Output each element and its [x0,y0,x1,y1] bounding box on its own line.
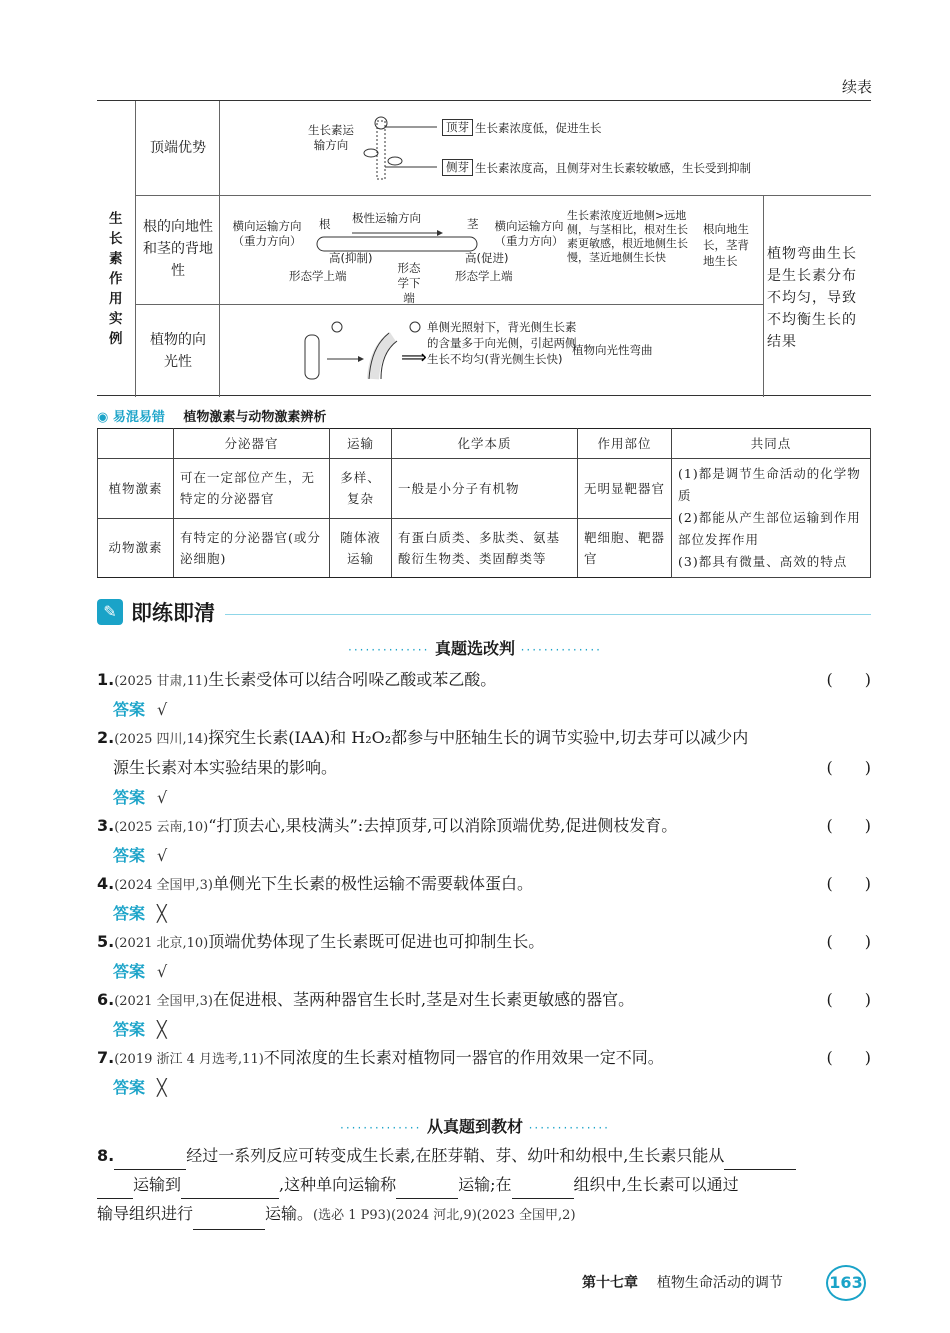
pencil-icon: ✎ [97,599,123,625]
th-organ: 分泌器官 [174,429,330,459]
morph-bottom: 形态学下端 [397,261,421,305]
transport-direction-label: 生长素运输方向 [308,123,354,152]
footer-title: 植物生命活动的调节 [656,1275,783,1291]
apical-bud-box: 顶芽 [442,119,473,136]
plant-name: 植物激素 [98,459,174,519]
blank-3[interactable] [181,1179,279,1199]
common-2: (2)都能从产生部位运输到作用部位发挥作用 [678,510,861,547]
animal-site: 靶细胞、靶器官 [578,518,672,578]
phototropism-result: 植物向光性弯曲 [572,343,653,357]
apical-bud-text: 生长素浓度低，促进生长 [475,121,602,135]
side-label: 生长素作用实例 [109,211,123,347]
th-empty [98,429,174,459]
plant-apex-figure [359,115,449,185]
answer-1: 答案 √ [113,700,168,719]
footer [582,1272,783,1292]
banner-tag: ◉ 易混易错 [97,410,165,425]
question-2-cont: 源生长素对本实验结果的影响。 ( ) [113,758,871,777]
stem-label: 茎 [467,217,479,231]
high-promote: 高(促进) [465,251,509,265]
section-1-title: ·············· 真题选改判 ·············· [348,639,602,658]
answer-3: 答案 √ [113,846,168,865]
svg-text:⟹: ⟹ [401,347,427,368]
row-phototropism: 植物的向光性 [150,332,206,370]
result-text: 根向地生长，茎背地生长 [703,222,749,268]
banner-title: 植物激素与动物激素辨析 [183,410,327,425]
common-1: (1)都是调节生命活动的化学物质 [678,466,861,503]
common-cell [672,459,871,578]
question-8: 8. 经过一系列反应可转变成生长素,在胚芽鞘、芽、幼叶和幼根中,生长素只能从 [97,1142,871,1170]
animal-transport: 随体液运输 [330,518,392,578]
lateral-bud-box: 侧芽 [442,159,473,176]
th-nature: 化学本质 [392,429,578,459]
blank-2[interactable] [724,1150,796,1170]
plant-organ: 可在一定部位产生，无特定的分泌器官 [174,459,330,519]
conclusion-text: 植物弯曲生长是生长素分布不均匀，导致不均衡生长的结果 [767,246,857,350]
blank-2b[interactable] [97,1179,133,1199]
blank-6[interactable] [193,1210,265,1230]
blank-4[interactable] [396,1179,458,1199]
question-4: 4.(2024 全国甲,3)单侧光下生长素的极性运输不需要载体蛋白。 ( ) [97,874,871,893]
header-divider [225,614,871,615]
plant-site: 无明显靶器官 [578,459,672,519]
row-apical-dominance: 顶端优势 [150,140,206,156]
th-transport: 运输 [330,429,392,459]
plant-transport: 多样、复杂 [330,459,392,519]
animal-nature: 有蛋白质类、多肽类、氨基酸衍生物类、类固醇类等 [392,518,578,578]
answer-7: 答案 ╳ [113,1078,167,1097]
animal-organ: 有特定的分泌器官(或分泌细胞) [174,518,330,578]
section-2-title: ·············· 从真题到教材 ·············· [340,1117,610,1136]
growth-hormone-table [97,100,871,396]
page-number: 163 [826,1265,866,1301]
common-3: (3)都具有微量、高效的特点 [678,554,848,569]
morph-top-left: 形态学上端 [289,269,347,283]
phototropism-text: 单侧光照射下，背光侧生长素的含量多于向光侧，引起两侧生长不均匀(背光侧生长快) [427,320,577,366]
answer-5: 答案 √ [113,962,168,981]
lateral-bud-text: 生长素浓度高，且侧芽对生长素较敏感，生长受到抑制 [475,161,751,175]
question-7: 7.(2019 浙江 4 月选考,11)不同浓度的生长素对植物同一器官的作用效果一定不同。 ( ) [97,1048,871,1067]
continued-label: 续表 [841,78,872,96]
question-2: 2.(2025 四川,14)探究生长素(IAA)和 H₂O₂都参与中胚轴生长的调节实验中,切去芽可以减少内 [97,728,749,747]
th-common: 共同点 [672,429,871,459]
lateral-right: 横向运输方向（重力方向） [494,219,564,248]
question-1: 1.(2025 甘肃,11)生长素受体可以结合吲哚乙酸或苯乙酸。 ( ) [97,670,871,689]
answer-6: 答案 ╳ [113,1020,167,1039]
th-site: 作用部位 [578,429,672,459]
animal-name: 动物激素 [98,518,174,578]
morph-top-right: 形态学上端 [455,269,513,283]
lateral-left: 横向运输方向（重力方向） [232,219,302,248]
question-6: 6.(2021 全国甲,3)在促进根、茎两种器官生长时,茎是对生长素更敏感的器官。 ( ) [97,990,871,1009]
question-3: 3.(2025 云南,10)“打顶去心,果枝满头”:去掉顶芽,可以消除顶端优势,促进侧枝发育。 ( ) [97,816,871,835]
high-inhibit: 高(抑制) [329,251,373,265]
footer-chapter: 第十七章 [582,1275,638,1291]
question-8-line3: 输导组织进行 运输。(选必 1 P93)(2024 河北,9)(2023 全国甲,2) [97,1200,871,1230]
blank-1[interactable] [114,1150,186,1170]
hormone-comparison-table [97,428,871,578]
concentration-text: 生长素浓度近地侧>远地侧，与茎相比，根对生长素更敏感，根近地侧生长慢，茎近地侧生长快 [567,209,688,264]
plant-nature: 一般是小分子有机物 [392,459,578,519]
question-5: 5.(2021 北京,10)顶端优势体现了生长素既可促进也可抑制生长。 ( ) [97,932,871,951]
polar-label: 极性运输方向 [352,211,421,225]
practice-title: 即练即清 [131,601,215,625]
blank-5[interactable] [512,1179,574,1199]
confusion-banner [97,406,326,425]
answer-4: 答案 ╳ [113,904,167,923]
root-label: 根 [319,217,331,231]
row-gravitropism: 根的向地性和茎的背地性 [143,219,213,279]
question-8-line2: 运输到 ,这种单向运输称 运输;在 组织中,生长素可以通过 [97,1171,871,1199]
answer-2: 答案 √ [113,788,168,807]
